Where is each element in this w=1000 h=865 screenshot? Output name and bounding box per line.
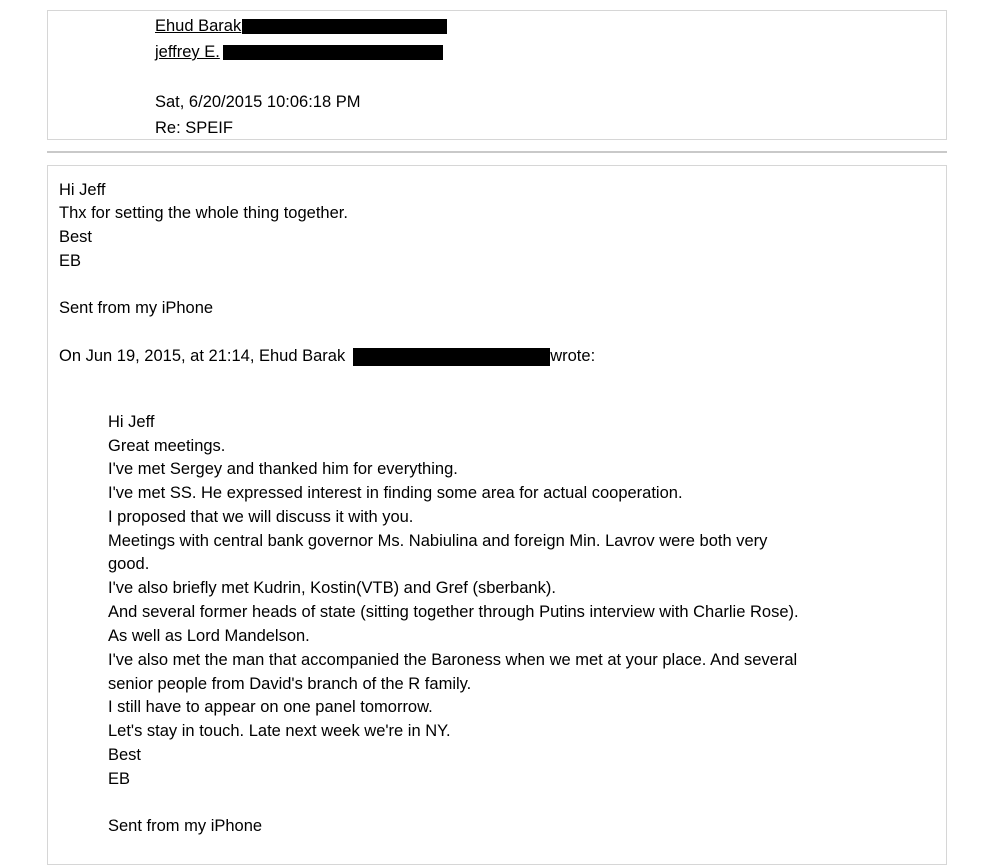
header-divider xyxy=(47,151,947,153)
quote-intro-suffix: wrote: xyxy=(550,347,596,365)
quoted-line: As well as Lord Mandelson. xyxy=(108,627,310,645)
quoted-line: good. xyxy=(108,555,150,573)
quoted-line: I've also briefly met Kudrin, Kostin(VTB) and Gref (sberbank). xyxy=(108,579,556,597)
quote-intro xyxy=(59,344,595,368)
reply-line: EB xyxy=(59,252,82,270)
from-sender-link[interactable]: Ehud Barak xyxy=(155,17,242,35)
reply-signature: Sent from my iPhone xyxy=(59,299,214,317)
to-value xyxy=(155,40,443,64)
reply-line: Thx for setting the whole thing together. xyxy=(59,204,348,222)
subject-value: Re: SPEIF xyxy=(155,119,233,137)
quoted-line: I've met Sergey and thanked him for everything. xyxy=(108,460,458,478)
redaction-bar xyxy=(223,45,443,60)
quoted-line: I still have to appear on one panel tomorrow. xyxy=(108,698,433,716)
quoted-signature: Sent from my iPhone xyxy=(108,817,263,835)
email-body xyxy=(47,165,947,865)
to-recipient-link[interactable]: jeffrey E. xyxy=(155,43,220,61)
quoted-greeting: Hi Jeff xyxy=(108,413,155,431)
redaction-bar xyxy=(353,348,550,366)
quoted-line: senior people from David's branch of the R family. xyxy=(108,675,472,693)
quoted-line: And several former heads of state (sitting together through Putins interview with Charlie Rose). xyxy=(108,603,799,621)
from-value xyxy=(155,14,447,38)
email-header xyxy=(47,10,947,140)
date-value: Sat, 6/20/2015 10:06:18 PM xyxy=(155,93,361,111)
redaction-bar xyxy=(242,19,447,34)
quoted-line: EB xyxy=(108,770,131,788)
quoted-line: Let's stay in touch. Late next week we're in NY. xyxy=(108,722,451,740)
quoted-line: I've met SS. He expressed interest in finding some area for actual cooperation. xyxy=(108,484,683,502)
reply-line: Best xyxy=(59,228,93,246)
quoted-line: I proposed that we will discuss it with you. xyxy=(108,508,414,526)
quote-intro-prefix: On Jun 19, 2015, at 21:14, Ehud Barak xyxy=(59,347,346,365)
quoted-line: Best xyxy=(108,746,142,764)
reply-greeting: Hi Jeff xyxy=(59,181,106,199)
quoted-line: Meetings with central bank governor Ms. Nabiulina and foreign Min. Lavrov were both very xyxy=(108,532,768,550)
quoted-line: I've also met the man that accompanied the Baroness when we met at your place. And several xyxy=(108,651,798,669)
quoted-line: Great meetings. xyxy=(108,437,226,455)
